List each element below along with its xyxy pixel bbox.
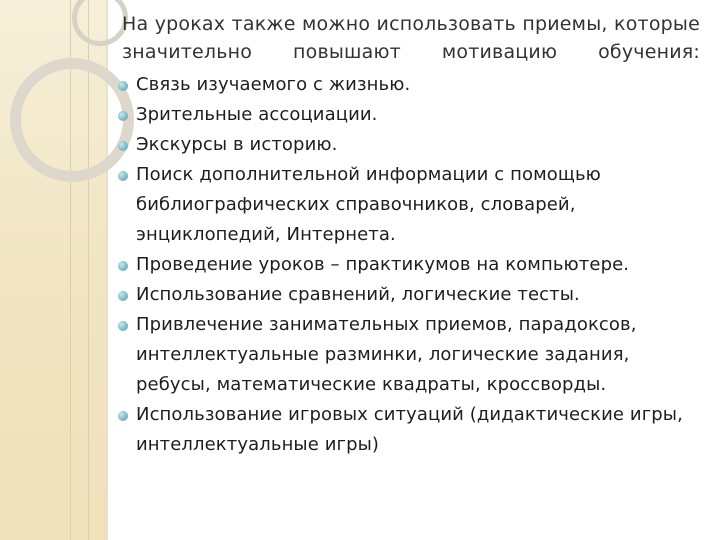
bullet-item [118, 70, 700, 100]
decorative-ring-large [10, 58, 134, 182]
bullet-icon [118, 171, 128, 181]
bullet-item [118, 130, 700, 160]
bullet-text: Связь изучаемого с жизнью. [136, 74, 411, 95]
bullet-icon [118, 111, 128, 121]
bullet-item [118, 250, 700, 280]
bullet-item [118, 160, 700, 250]
slide-content [118, 10, 700, 460]
bullet-item [118, 280, 700, 310]
bullet-text: Использование игровых ситуаций (дидактические игры, интеллектуальные игры) [136, 404, 683, 455]
bullet-icon [118, 291, 128, 301]
bullet-text: Использование сравнений, логические тесты. [136, 284, 580, 305]
bullet-text: Поиск дополнительной информации с помощью библиографических справочников, словарей, энциклопедий, Интернета. [136, 164, 601, 245]
bullet-text: Зрительные ассоциации. [136, 104, 378, 125]
bullet-text: Экскурсы в историю. [136, 134, 338, 155]
bullet-icon [118, 261, 128, 271]
bullet-text: Привлечение занимательных приемов, парадоксов, интеллектуальные разминки, логические задания, ребусы, математические квадраты, кроссворды. [136, 314, 637, 395]
bullet-item [118, 310, 700, 400]
bullet-list [118, 70, 700, 460]
bullet-icon [118, 141, 128, 151]
bullet-icon [118, 411, 128, 421]
bullet-item [118, 100, 700, 130]
slide-intro-text: На уроках также можно использовать приемы, которые значительно повышают мотивацию обучения: [122, 13, 700, 63]
bullet-text: Проведение уроков – практикумов на компьютере. [136, 254, 630, 275]
bullet-icon [118, 321, 128, 331]
bullet-item [118, 400, 700, 460]
bullet-icon [118, 81, 128, 91]
